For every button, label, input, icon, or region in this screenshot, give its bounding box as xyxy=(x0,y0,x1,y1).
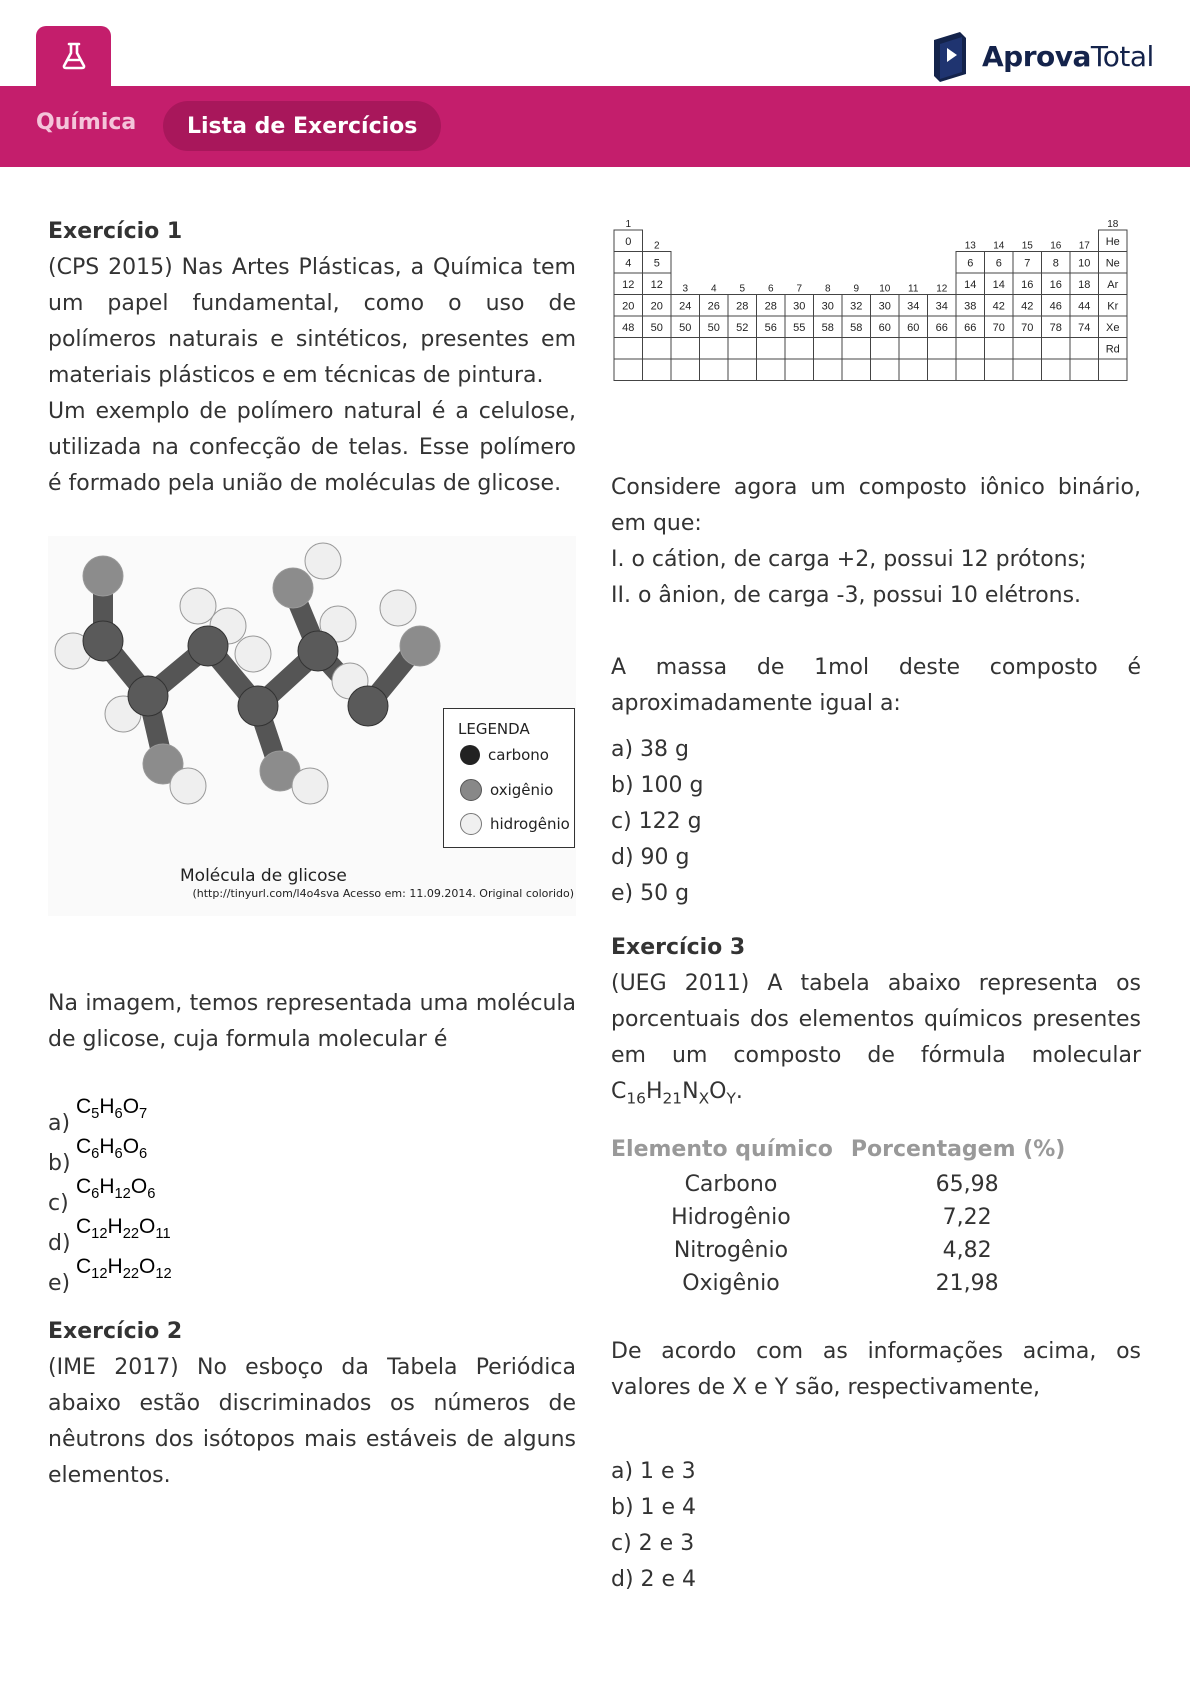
exercise-2-option-c: c) 122 g xyxy=(611,809,702,834)
ptable-cell-value: 58 xyxy=(821,321,834,334)
ptable-cell xyxy=(757,338,786,360)
exercise-3-intro: (UEG 2011) A tabela abaixo representa os porcentuais dos elementos químicos presentes em um composto de fórmula molecular $C_{16}H_{21}N_XO_Y$. xyxy=(611,971,1141,1108)
ptable-cell xyxy=(814,359,843,381)
ptable-cell-value: 30 xyxy=(821,300,834,313)
ptable-cell-value: 4 xyxy=(625,257,632,270)
ptable-cell-value: 56 xyxy=(764,321,777,334)
figure-caption: Molécula de glicose xyxy=(180,866,347,886)
ptable-cell-value: 24 xyxy=(679,300,692,313)
ptable-cell xyxy=(700,359,729,381)
exercise-1-question: Na imagem, temos representada uma molécula de glicose, cuja formula molecular é xyxy=(48,991,576,1052)
ptable-cell xyxy=(1013,359,1042,381)
ptable-cell xyxy=(614,359,643,381)
exercise-3-options xyxy=(611,1454,1141,1598)
ptable-cell-value: 46 xyxy=(1049,300,1062,313)
ptable-cell-value: 55 xyxy=(793,321,806,334)
ptable-cell xyxy=(614,338,643,360)
exercise-2-options xyxy=(611,732,1141,912)
ptable-cell-value: 0 xyxy=(625,235,632,248)
ptable-cell-value: 66 xyxy=(935,321,948,334)
exercise-1-option-b: b) $C_6H_6O_6$ xyxy=(48,1142,576,1182)
ptable-cell-value: 6 xyxy=(995,257,1002,270)
ptable-cell xyxy=(842,359,871,381)
left-column xyxy=(48,214,576,1494)
exercise-1-option-e: e) $C_{12}H_{22}O_{12}$ xyxy=(48,1262,576,1302)
group-label: 10 xyxy=(879,283,891,295)
molecular-formula: $C_5H_6O_7$ xyxy=(76,1094,148,1122)
ptable-cell xyxy=(871,359,900,381)
group-label: 5 xyxy=(739,283,746,295)
exercise-2-option-e: e) 50 g xyxy=(611,881,690,906)
figure-source: (http://tinyurl.com/l4o4sva Acesso em: 11.09.2014. Original colorido) xyxy=(192,887,574,900)
molecular-formula: $C_{12}H_{22}O_{12}$ xyxy=(76,1254,172,1282)
ptable-cell-value: 30 xyxy=(878,300,891,313)
group-label: 8 xyxy=(824,283,831,295)
group-label: 7 xyxy=(796,283,803,295)
ptable-cell xyxy=(928,338,957,360)
ptable-cell-value: 16 xyxy=(1049,278,1062,291)
group-label: 3 xyxy=(682,283,689,295)
ptable-cell-value: Ne xyxy=(1105,257,1120,270)
exercise-3-title: Exercício 3 xyxy=(611,935,746,960)
ptable-cell xyxy=(643,359,672,381)
ptable-cell-value: 26 xyxy=(707,300,720,313)
ptable-cell xyxy=(899,359,928,381)
legend-item-hydrogen: hidrogênio xyxy=(460,813,570,835)
ptable-cell xyxy=(757,359,786,381)
ptable-cell-value: 48 xyxy=(622,321,635,334)
ptable-cell-value: 14 xyxy=(964,278,977,291)
ptable-cell xyxy=(1099,359,1128,381)
list-label: Lista de Exercícios xyxy=(187,113,418,139)
ptable-cell xyxy=(643,338,672,360)
ptable-cell-value: 42 xyxy=(992,300,1005,313)
right-column xyxy=(611,214,1141,1598)
ptable-cell xyxy=(728,338,757,360)
ptable-cell xyxy=(671,338,700,360)
ptable-cell-value: 8 xyxy=(1052,257,1059,270)
exercise-1-option-d: d) $C_{12}H_{22}O_{11}$ xyxy=(48,1222,576,1262)
ptable-cell xyxy=(1042,338,1071,360)
molecular-formula: $C_6H_{12}O_6$ xyxy=(76,1174,156,1202)
ptable-cell-value: 12 xyxy=(650,278,663,291)
ptable-cell-value: 5 xyxy=(653,257,660,270)
ptable-cell-value: 16 xyxy=(1021,278,1034,291)
ptable-cell-value: Rd xyxy=(1105,343,1120,356)
ptable-cell xyxy=(842,338,871,360)
ptable-cell xyxy=(956,338,985,360)
ptable-cell-value: 60 xyxy=(878,321,891,334)
ptable-cell-value: 34 xyxy=(907,300,920,313)
ptable-cell-value: 10 xyxy=(1078,257,1091,270)
ptable-cell-value: 38 xyxy=(964,300,977,313)
ptable-cell xyxy=(671,359,700,381)
exercise-3-question: De acordo com as informações acima, os valores de X e Y são, respectivamente, xyxy=(611,1339,1141,1401)
figure-legend xyxy=(443,708,575,848)
group-label: 1 xyxy=(625,219,632,230)
exercise-1-option-a: a) $C_5H_6O_7$ xyxy=(48,1102,576,1142)
ptable-cell-value: 50 xyxy=(679,321,692,334)
group-label: 17 xyxy=(1078,240,1090,252)
exercise-2-item-2: II. o ânion, de carga -3, possui 10 elétrons. xyxy=(611,583,1082,608)
table-header-percentage: Porcentagem (%) xyxy=(850,1137,1066,1163)
exercise-2-title: Exercício 2 xyxy=(48,1319,183,1344)
table-row: Hidrogênio 7,22 xyxy=(671,1205,992,1231)
ptable-cell-value: 78 xyxy=(1049,321,1062,334)
ptable-cell-value: He xyxy=(1105,235,1120,248)
ptable-cell-value: 6 xyxy=(967,257,974,270)
table-header-element: Elemento químico xyxy=(611,1137,833,1163)
subject-label: Química xyxy=(36,110,137,135)
exercise-1-options xyxy=(48,1094,576,1302)
exercise-2-option-d: d) 90 g xyxy=(611,845,690,870)
ptable-cell-value: 52 xyxy=(736,321,749,334)
ptable-cell xyxy=(785,338,814,360)
composition-table xyxy=(611,1132,1083,1300)
table-row: Oxigênio 21,98 xyxy=(682,1271,999,1297)
exercise-3-option-d: d) 2 e 4 xyxy=(611,1567,697,1593)
ptable-cell-value: 30 xyxy=(793,300,806,313)
ptable-cell xyxy=(985,359,1014,381)
ptable-cell xyxy=(985,338,1014,360)
group-label: 2 xyxy=(653,240,660,252)
glucose-figure xyxy=(48,536,576,916)
ptable-cell-value: Kr xyxy=(1107,300,1119,313)
group-label: 15 xyxy=(1021,240,1033,252)
ptable-cell-value: 42 xyxy=(1021,300,1034,313)
ptable-cell-value: 44 xyxy=(1078,300,1091,313)
exercise-3-option-a: a) 1 e 3 xyxy=(611,1459,696,1485)
exercise-1-option-c: c) $C_6H_{12}O_6$ xyxy=(48,1182,576,1222)
table-row: Carbono 65,98 xyxy=(684,1172,999,1198)
molecular-formula: $C_6H_6O_6$ xyxy=(76,1134,148,1162)
group-label: 13 xyxy=(964,240,976,252)
ptable-cell-value: 66 xyxy=(964,321,977,334)
ptable-cell xyxy=(728,359,757,381)
brand-logo xyxy=(930,28,1154,84)
ptable-cell-value: 18 xyxy=(1078,278,1091,291)
group-label: 14 xyxy=(993,240,1005,252)
legend-item-carbon: carbono xyxy=(460,745,549,765)
exercise-2-intro: (IME 2017) No esboço da Tabela Periódica abaixo estão discriminados os números de nêutrons dos isótopos mais estáveis de alguns elementos. xyxy=(48,1355,576,1488)
ptable-cell xyxy=(1042,359,1071,381)
ptable-cell-value: 7 xyxy=(1024,257,1031,270)
group-label: 12 xyxy=(936,283,948,295)
group-label: 6 xyxy=(767,283,774,295)
exercise-1-title: Exercício 1 xyxy=(48,219,183,244)
ptable-cell-value: 32 xyxy=(850,300,863,313)
exercise-3-option-c: c) 2 e 3 xyxy=(611,1531,695,1557)
exercise-1-paragraph-2: Um exemplo de polímero natural é a celulose, utilizada na confecção de telas. Esse polímero é formado pela união de moléculas de glicose. xyxy=(48,399,576,496)
group-label: 16 xyxy=(1050,240,1062,252)
ptable-cell-value: 74 xyxy=(1078,321,1091,334)
list-pill xyxy=(163,101,441,151)
exercise-2-option-a: a) 38 g xyxy=(611,737,690,762)
ptable-cell-value: 20 xyxy=(622,300,635,313)
book-logo-icon xyxy=(930,30,970,82)
ptable-cell-value: 60 xyxy=(907,321,920,334)
ptable-cell xyxy=(899,338,928,360)
flask-icon xyxy=(59,41,89,71)
exercise-2-item-1: I. o cátion, de carga +2, possui 12 prótons; xyxy=(611,547,1087,572)
ptable-cell xyxy=(785,359,814,381)
ptable-cell-value: Ar xyxy=(1107,278,1119,291)
table-row: Nitrogênio 4,82 xyxy=(673,1238,992,1264)
ptable-cell-value: 28 xyxy=(736,300,749,313)
ptable-cell xyxy=(1013,338,1042,360)
exercise-2-question: A massa de 1mol deste composto é aproximadamente igual a: xyxy=(611,655,1141,716)
ptable-cell-value: Xe xyxy=(1106,321,1120,334)
ptable-cell xyxy=(700,338,729,360)
legend-title: LEGENDA xyxy=(458,720,530,738)
subject-tab xyxy=(36,26,111,86)
ptable-cell-value: 12 xyxy=(622,278,635,291)
group-label: 18 xyxy=(1107,219,1119,230)
brand-name: AprovaTotal xyxy=(982,39,1154,73)
group-label: 11 xyxy=(908,283,919,295)
ptable-cell-value: 50 xyxy=(707,321,720,334)
ptable-cell xyxy=(871,338,900,360)
exercise-2-paragraph: Considere agora um composto iônico binário, em que: xyxy=(611,475,1141,536)
ptable-cell xyxy=(1070,359,1099,381)
exercise-2-option-b: b) 100 g xyxy=(611,773,704,798)
ptable-cell-value: 50 xyxy=(650,321,663,334)
ptable-cell xyxy=(956,359,985,381)
ptable-cell xyxy=(814,338,843,360)
exercise-3-formula: $C_{16}H_{21}N_XO_Y$ xyxy=(611,1079,736,1108)
ptable-cell-value: 58 xyxy=(850,321,863,334)
exercise-1-paragraph-1: (CPS 2015) Nas Artes Plásticas, a Química tem um papel fundamental, como o uso de polímeros naturais e sintéticos, presentes em materiais plásticos e em técnicas de pintura. xyxy=(48,255,576,388)
ptable-cell-value: 20 xyxy=(650,300,663,313)
molecular-formula: $C_{12}H_{22}O_{11}$ xyxy=(76,1214,171,1242)
group-label: 4 xyxy=(710,283,717,295)
exercise-3-option-b: b) 1 e 4 xyxy=(611,1495,697,1521)
group-label: 9 xyxy=(853,283,860,295)
ptable-cell-value: 70 xyxy=(1021,321,1034,334)
ptable-cell-value: 70 xyxy=(992,321,1005,334)
ptable-cell-value: 34 xyxy=(935,300,948,313)
ptable-cell-value: 14 xyxy=(992,278,1005,291)
ptable-cell xyxy=(928,359,957,381)
legend-item-oxygen: oxigênio xyxy=(460,779,553,801)
periodic-table-sketch xyxy=(611,214,1139,390)
ptable-cell xyxy=(1070,338,1099,360)
ptable-cell-value: 28 xyxy=(764,300,777,313)
